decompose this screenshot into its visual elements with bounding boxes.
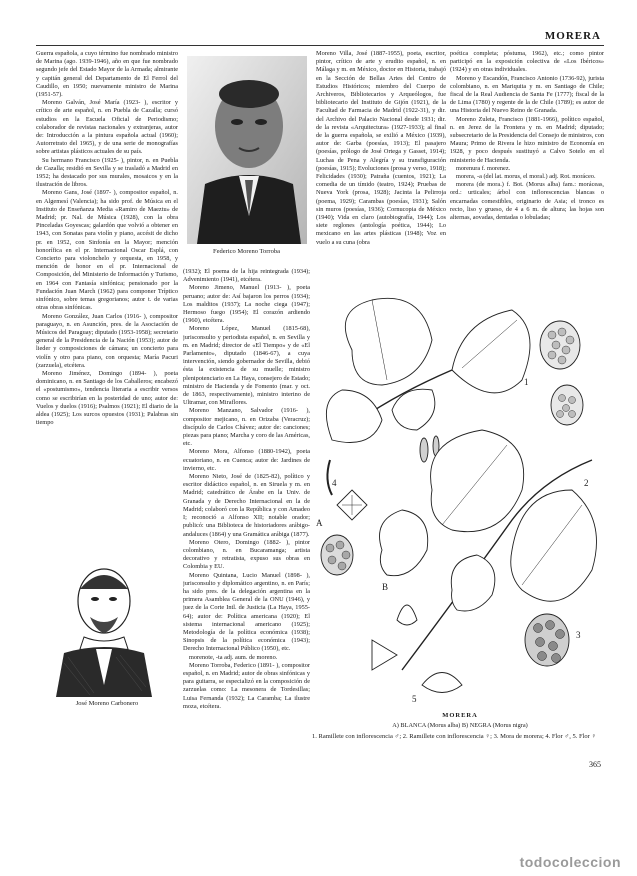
entry-paragraph: morenote, -ta adj. aum. de moreno. xyxy=(189,653,278,661)
watermark-footer xyxy=(0,850,637,876)
entry-paragraph: Moreno y Escandón, Francisco Antonio (1736-92), jurista colombiano, n. en Mariquita y m. en Santiago de Chile; fiscal de la Real Audiencia de Santa Fe (1777); fiscal de la de Lima (1780) y regente de la de Chile (1789); es autor de una Historia del Nuevo Reino de Granada. xyxy=(450,74,604,115)
entry-paragraph: morera, -a (del lat. morus, el moral.) adj. Rot. moráceo. xyxy=(456,173,596,181)
page-number: 365 xyxy=(589,760,601,769)
plate-label-b: B xyxy=(382,582,389,592)
entry-paragraph: Moreno Jimeno, Manuel (1913- ), poeta peruano; autor de: Así bajaron los perros (1934); Los malditos (1937); La noche ciega (1947); Hermoso fuego (1954); El corazón ardiendo (1960), etcétera. xyxy=(183,284,310,325)
plate-caption: 1. Ramillete con inflorescencia ♂; 2. Ramillete con inflorescencia ♀; 3. Mora de morera; 4. Flor ♂, 5. Flor ♀ xyxy=(312,733,597,740)
text-column-2 xyxy=(183,268,310,758)
entry-paragraph: Moreno Manzano, Salvador (1916- ), compositor mejicano, n. en Orizaba (Veracruz); discípulo de Carlos Chávez; autor de: canciones; piezas para piano; Marcha y coro de las Américas, etc. xyxy=(183,407,310,448)
entry-paragraph: Moreno Torroba, Federico (1891- ), compositor español, n. en Madrid; autor de obras sinfónicas y para guitarra, se especializó en la composición de zarzuelas como: La mesonera de Tordesillas; Luisa Fernanda (1932); La Caramba; La ilustre moza, etcétera. xyxy=(183,661,310,710)
entry-paragraph: (1932); El poema de la hija reintegrada (1934); Advenimiento (1941), etcétera. xyxy=(183,268,310,284)
entry-paragraph: Guerra española, a cuyo término fue nombrado ministro de Marina (ago. 1939-1946), año en que fue nombrado segundo jefe del Estado Mayor de la Armada; almirante y capitán general del Departamento de El Ferrol del Caudillo, en 1950; nuevamente ministro de Marina (1951-57). xyxy=(36,50,178,99)
portrait-caption: Federico Moreno Torroba xyxy=(213,248,280,255)
plate-label-2: 2 xyxy=(584,478,589,488)
entry-paragraph: poética completa; póstuma, 1962), etc.; como pintor participó en la exposición colectiva de «Los Ibéricos» (1924) y en otras individuales. xyxy=(450,50,604,74)
entry-paragraph: Moreno Quintana, Lucio Manuel (1898- ), jurisconsulto y diplomático argentino, n. en París; ha sido pres. de la delegación argentina en la primera Asamblea General de la ONU (1946), y juez de la Corte Intl. de Justicia (La Haya, 1955-64); autor de: Política americana (1920); El sistema internacional americano (1925); Metodología de la política económica (1938); Sinopsis de la política económica (1943); Derecho Internacional Público (1950), etc. xyxy=(183,571,310,653)
entry-paragraph: Moreno González, Juan Carlos (1916- ), compositor paraguayo, n. en Asunción, pres. de la Asociación de Músicos del Paraguay; diputado (1953-1958); secretario general de la Presidencia de la Nación (1953); autor de lieder y composiciones de cámara; un concierto para violín y otro para piano, con orquesta; María Pacuri (zarzuela), etcétera. xyxy=(36,312,178,369)
entry-paragraph: Moreno Nieto, José de (1825-82), político y escritor didáctico español, n. en Siruela y m. en Madrid; catedrático de Árabe en la Univ. de Granada y de Derecho Internacional en la de Madrid; colaboró con la República y con Amadeo I; reconoció a Alfonso XII; notable orador; publicó: una Biblioteca de historiadores arábigo-andaluces (1864) y una Gramática arábiga (1877). xyxy=(183,473,310,538)
plate-label-5: 5 xyxy=(412,694,417,704)
plate-title: MORERA xyxy=(442,712,478,719)
portrait-federico-moreno-torroba xyxy=(187,56,307,244)
portrait-jose-moreno-carbonero xyxy=(50,545,158,697)
plate-label-1: 1 xyxy=(524,377,529,387)
plate-label-a: A xyxy=(316,518,323,528)
watermark-brand: todocoleccion xyxy=(519,854,621,870)
entry-paragraph: Moreno Galván, José María (1923- ), escritor y crítico de arte español, n. en Puebla de Cazalla; cursó estudios en la Escuela Oficial de Periodismo; colaborador de revistas nacionales y extranjeras, autor de: Introducción a la pintura española actual (1960); Autorretrato del 1965), y de una serie de monografías sobre artistas plásticos actuales de su país. xyxy=(36,99,178,156)
entry-paragraph: Moreno Otero, Domingo (1882- ), pintor colombiano, n. en Bucaramanga; artista decorativo y retratista, expuso sus obras en Colombia y EU. xyxy=(183,538,310,571)
entry-paragraph: morenura f. morenez. xyxy=(456,164,511,172)
entry-paragraph: Moreno Villa, José (1887-1955), poeta, escritor, pintor, crítico de arte y erudito español, n. en Málaga y m. en México, doctor en Historia, trabajó en la Sección de Bellas Artes del Centro de Estudios Históricos; miembro del Cuerpo de Archiveros, Bibliotecarios y Arqueólogos, fue bibliotecario del Instituto de Gijón (1921), de la Facultad de Farmacia de Madrid (1922-31), y dir. del Archivo del Palacio Nacional desde 1931; dir. de la revista «Arquitectura» (1927-1933); al final de la guerra española, se exilió a México (1939), autor de: Garba (poesías, 1913); El pasajero (poesías, prólogo de José Ortega y Gasset, 1914); Luchas de Pena y Alegría y su transfiguración (poesías, 1915); Evoluciones (prosa y verso, 1918); Felicidades (1930); Patraña (cuentos, 1921); La comedia de un tímido (teatro, 1924); Pruebas de Nueva York (prosa, 1928); Jacinta la Pelirroja (poema, 1929); Carambas (poesías, 1931); Salón sin muros (poesías, 1936); Cornucopia de México (1940); Vida en claro (autobiografía, 1944); Los siete reglones (antología poética, 1944); Lo mexicano en las artes plásticas (1948); Voz en vuelo a su cuna (obra xyxy=(316,50,446,246)
entry-paragraph: Moreno Zuleta, Francisco (1881-1966), político español, n. en Jerez de la Frontera y m. en Madrid; diputado; subsecretario de la Presidencia del Consejo de ministros, con Maura; Primo de Rivera le hizo ministro de Economía en 1928, y poco después sustituyó a Calvo Sotelo en el ministerio de Hacienda. xyxy=(450,115,604,164)
entry-paragraph: Moreno López, Manuel (1815-68), jurisconsulto y periodista español, n. en Sevilla y m. en Madrid; director de «El Tiempo» y de «El Parlamento», diputado (1846-67), a cuya intervención, siendo gobernador de Sevilla, debió ésta la existencia de su muelle; ministro plenipotenciario en La Haya, consejero de Estado; ministro de Hacienda y de Fomento (mar. y oct. de 1863, respectivamente), ministro interino de Ultramar, con Miraflores. xyxy=(183,325,310,407)
botanical-plate-morera xyxy=(312,290,608,708)
entry-paragraph: Moreno Jiménez, Domingo (1894- ), poeta dominicano, n. en Santiago de los Caballeros; encabezó el «postumismo», tendencia literaria a escribir versos como se escribirían en la posteridad de uno; autor de: Vuelos y duelos (1916); Psalmos (1921); El diario de la aldea (1925); Los surcos opuestos (1931); Palabras sin tiempo xyxy=(36,369,178,427)
text-column-3 xyxy=(316,50,446,290)
entry-paragraph: Su hermano Francisco (1925- ), pintor, n. en Puebla de Cazalla; residió en Sevilla y se trasladó a Madrid en 1952; ha destacado por sus murales, mosaicos y en la ilustración de libros. xyxy=(36,156,178,189)
plate-label-4: 4 xyxy=(332,478,337,488)
entry-paragraph: morera (de mora.) f. Bot. (Morus alba) fam.: moráceas, ord.: urticales; árbol con inflorescencias blancas o encarnadas comestibles, originario de Asia; el tronco es recto, liso y grueso, de 4 a 6 m. de altura; las hojas son alternas, aovadas, dentadas o lobuladas; xyxy=(450,181,604,222)
plate-label-3: 3 xyxy=(576,630,581,640)
header-rule xyxy=(36,45,604,46)
portrait-caption: José Moreno Carbonero xyxy=(75,700,139,707)
section-header-word: MORERA xyxy=(544,30,601,42)
entry-paragraph: Moreno Mora, Alfonso (1880-1942), poeta ecuatoriano, n. en Cuenca; autor de: Jardines de invierno, etc. xyxy=(183,448,310,472)
entry-paragraph: Moreno Gans, José (1897- ), compositor español, n. en Algemesí (Valencia); ha sido prof. de Música en el Instituto de Enseñanza Media «Ramiro de Maeztu» de Madrid; pr. Nal. de Música (1928), con la obra Pinceladas Goyescas; galardón que volvió a obtener en 1943, con Sonatas para violín y piano, accésit de dicho pr. en 1952, con Sinfonía en la Mayor; mención honorífica en el pr. Internacional Oscar Esplá, con Concierto para violonchelo y orquesta, en 1958, y mención de honor en el pr. Internacional de Composición, del Ministerio de Información y Turismo, en 1964 con Fantasía sinfónica; pensionado por la Fundación Juan March (1962) para componer Tríptico sinfónico, sobre temas gregorianos; autor t. de varias otras obras sinfónicas. xyxy=(36,189,178,312)
plate-legend: A) BLANCA (Morus alba) B) NEGRA (Morus nigra) xyxy=(392,722,528,729)
text-column-4 xyxy=(450,50,604,268)
